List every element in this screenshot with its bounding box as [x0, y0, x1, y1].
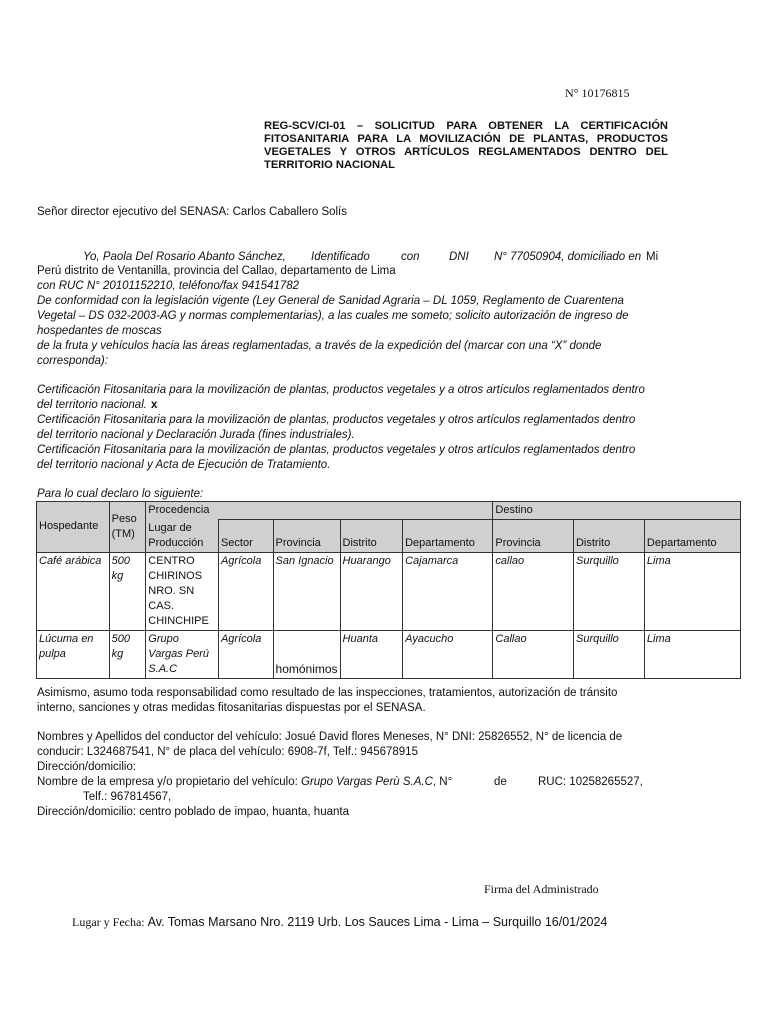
intro-dni: DNI: [449, 251, 469, 263]
option-1-text: del territorio nacional.: [37, 399, 147, 411]
intro-dni-number: N° 77050904, domiciliado en: [494, 251, 642, 263]
driver-address: Dirección/domicilio:: [37, 761, 137, 773]
cell-destino-departamento: Lima: [644, 630, 740, 678]
place-value: Av. Tomas Marsano Nro. 2119 Urb. Los Sauces Lima - Lima – Surquillo 16/01/2024: [147, 915, 608, 929]
cell-departamento: Cajamarca: [403, 552, 493, 630]
intro-name: Yo, Paola Del Rosario Abanto Sánchez,: [83, 251, 286, 263]
addressee: Señor director ejecutivo del SENASA: Carlos Caballero Solís: [37, 206, 348, 218]
header-sector: Sector: [218, 520, 273, 553]
cell-distrito: Huanta: [340, 630, 403, 678]
cell-peso: 500 kg: [109, 630, 146, 678]
header-destino-provincia: Provincia: [493, 520, 574, 553]
header-destino: Destino: [493, 502, 741, 520]
cell-hospedante: Lúcuma en pulpa: [37, 630, 110, 678]
cell-destino-distrito: Surquillo: [573, 630, 644, 678]
table-row: [37, 552, 741, 630]
company-ruc: RUC: 10258265527,: [538, 776, 643, 788]
hospedantes-table: [36, 501, 741, 679]
document-number: N° 10176815: [565, 86, 630, 100]
intro-line-6: hospedantes de moscas: [37, 325, 162, 337]
cell-lugar: Grupo Vargas Perú S.A.C: [146, 630, 219, 678]
intro-identificado: Identificado: [311, 251, 370, 263]
intro-line-8: corresponda):: [37, 355, 108, 367]
company-number-label: , N°: [432, 776, 453, 788]
option-3-line-1: Certificación Fitosanitaria para la movilización de plantas, productos vegetales y otros artículos reglamentados dentro: [37, 444, 636, 456]
cell-destino-provincia: callao: [493, 552, 574, 630]
cell-lugar: CENTRO CHIRINOS NRO. SN CAS. CHINCHIPE: [146, 552, 219, 630]
header-hospedante: Hospedante: [37, 502, 110, 553]
header-departamento: Departamento: [403, 520, 493, 553]
cell-departamento: Ayacucho: [403, 630, 493, 678]
driver-line-1: Nombres y Apellidos del conductor del vehículo: Josué David flores Meneses, N° DNI: 25826552, N° de licencia de: [37, 731, 623, 743]
responsibility-line-2: interno, sanciones y otras medidas fitosanitarias dispuestas por el SENASA.: [37, 702, 426, 714]
company-line: [37, 775, 452, 790]
company-name: Grupo Vargas Perù S.A.C: [301, 776, 433, 788]
table-row: [37, 630, 741, 678]
place-date: [72, 913, 607, 931]
signature-label: Firma del Administrado: [484, 882, 599, 896]
option-1-line-2: [37, 398, 157, 413]
header-peso: Peso (TM): [109, 502, 146, 553]
cell-distrito: Huarango: [340, 552, 403, 630]
intro-line-4: De conformidad con la legislación vigente (Ley General de Sanidad Agraria – DL 1059, Reglamento de Cuarentena: [37, 295, 624, 307]
header-distrito: Distrito: [340, 520, 403, 553]
option-2-line-1: Certificación Fitosanitaria para la movilización de plantas, productos vegetales y otros artículos reglamentados dentro: [37, 414, 636, 426]
intro-line-3: con RUC N° 20101152210, teléfono/fax 941541782: [37, 280, 300, 292]
cell-peso: 500 kg: [109, 552, 146, 630]
cell-hospedante: Café arábica: [37, 552, 110, 630]
cell-sector: Agrícola: [218, 630, 273, 678]
cell-provincia: homónimos: [273, 630, 340, 678]
company-de: de: [494, 776, 507, 788]
option-1-line-1: Certificación Fitosanitaria para la movilización de plantas, productos vegetales y a otros artículos reglamentados dentro: [37, 384, 645, 396]
cell-provincia: San Ignacio: [273, 552, 340, 630]
header-lugar: Lugar de Producción: [146, 520, 219, 553]
intro-con: con: [401, 251, 420, 263]
header-provincia: Provincia: [273, 520, 340, 553]
driver-line-2: conducir: L324687541, N° de placa del vehículo: 6908-7f, Telf.: 945678915: [37, 746, 418, 758]
option-3-line-2: del territorio nacional y Acta de Ejecución de Tratamiento.: [37, 459, 331, 471]
cell-sector: Agrícola: [218, 552, 273, 630]
place-label: Lugar y Fecha:: [72, 915, 148, 929]
document-title: REG-SCV/CI-01 – SOLICITUD PARA OBTENER LA CERTIFICACIÓN FITOSANITARIA PARA LA MOVILIZACIÓN DE PLANTAS, PRODUCTOS VEGETALES Y OTROS ARTÍCULOS REGLAMENTADOS DENTRO DEL TERRITORIO NACIONAL: [264, 120, 668, 171]
cell-destino-distrito: Surquillo: [573, 552, 644, 630]
option-1-mark: x: [150, 399, 158, 411]
intro-mi: Mi: [646, 251, 659, 263]
cell-destino-departamento: Lima: [644, 552, 740, 630]
cell-destino-provincia: Callao: [493, 630, 574, 678]
responsibility-line-1: Asimismo, asumo toda responsabilidad como resultado de las inspecciones, tratamientos, autorización de tránsito: [37, 687, 618, 699]
intro-line-2: Perú distrito de Ventanilla, provincia del Callao, departamento de Lima: [37, 265, 396, 277]
header-destino-distrito: Distrito: [573, 520, 644, 553]
company-prefix: Nombre de la empresa y/o propietario del vehículo:: [37, 776, 302, 788]
header-procedencia: Procedencia: [146, 502, 493, 520]
intro-line-7: de la fruta y vehículos hacia las áreas reglamentadas, a través de la expedición del (marcar con una “X” donde: [37, 340, 602, 352]
header-destino-departamento: Departamento: [644, 520, 740, 553]
company-address: Dirección/domicilio: centro poblado de impao, huanta, huanta: [37, 806, 349, 818]
declare-label: Para lo cual declaro lo siguiente:: [37, 488, 204, 500]
intro-line-5: Vegetal – DS 032-2003-AG y normas complementarias), a las cuales me someto; solicito autorización de ingreso de: [37, 310, 629, 322]
company-phone: Telf.: 967814567,: [83, 791, 172, 803]
option-2-line-2: del territorio nacional y Declaración Jurada (fines industriales).: [37, 429, 355, 441]
